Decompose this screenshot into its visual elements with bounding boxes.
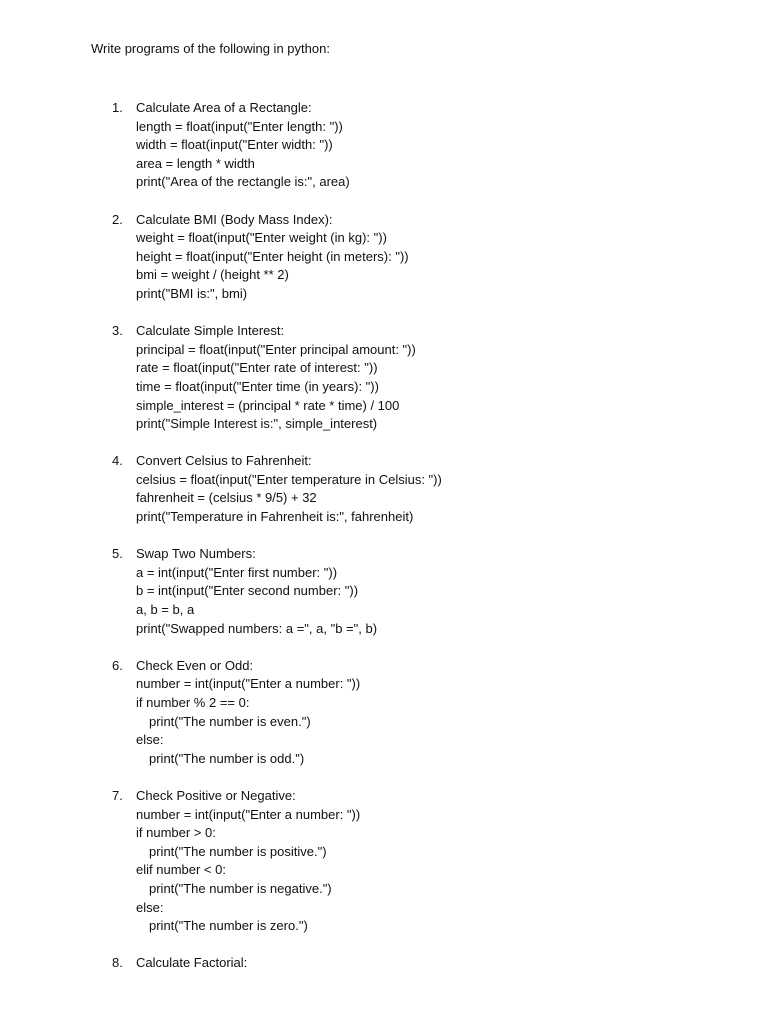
code-line: if number > 0: xyxy=(136,825,216,841)
code-line: rate = float(input("Enter rate of interest: ")) xyxy=(136,360,378,376)
list-item-body xyxy=(136,787,768,936)
program-list xyxy=(0,99,768,992)
list-item-title: Calculate Simple Interest: xyxy=(136,323,285,339)
list-item xyxy=(0,954,768,973)
list-item xyxy=(0,545,768,638)
list-item xyxy=(0,657,768,769)
code-line: width = float(input("Enter width: ")) xyxy=(136,137,333,153)
code-line: number = int(input("Enter a number: ")) xyxy=(136,676,361,692)
list-item-body xyxy=(136,99,768,192)
list-item-title: Calculate Factorial: xyxy=(136,955,248,971)
list-item xyxy=(0,322,768,434)
code-line: length = float(input("Enter length: ")) xyxy=(136,118,343,134)
code-line: b = int(input("Enter second number: ")) xyxy=(136,583,359,599)
code-line: print("The number is zero.") xyxy=(149,918,308,934)
list-item xyxy=(0,211,768,304)
list-item-body xyxy=(136,322,768,434)
list-item-title: Check Even or Odd: xyxy=(136,657,254,673)
code-line: height = float(input("Enter height (in meters): ")) xyxy=(136,248,409,264)
list-item-number: 4. xyxy=(112,453,123,469)
code-line: area = length * width xyxy=(136,155,255,171)
code-line: number = int(input("Enter a number: ")) xyxy=(136,806,361,822)
list-item-title: Calculate BMI (Body Mass Index): xyxy=(136,211,333,227)
list-item-title: Check Positive or Negative: xyxy=(136,787,296,803)
list-item-body xyxy=(136,954,768,973)
code-line: print("BMI is:", bmi) xyxy=(136,285,248,301)
list-item-number: 6. xyxy=(112,657,123,673)
code-line: print("The number is negative.") xyxy=(149,880,332,896)
list-item-number: 7. xyxy=(112,787,123,803)
code-line: celsius = float(input("Enter temperature in Celsius: ")) xyxy=(136,471,442,487)
list-item-number: 3. xyxy=(112,323,123,339)
document-heading: Write programs of the following in python: xyxy=(91,41,330,56)
list-item-number: 5. xyxy=(112,546,123,562)
list-item-title: Calculate Area of a Rectangle: xyxy=(136,100,312,115)
code-line: if number % 2 == 0: xyxy=(136,695,250,710)
code-line: a = int(input("Enter first number: ")) xyxy=(136,564,338,580)
list-item-title: Swap Two Numbers: xyxy=(136,546,256,562)
list-item-number: 8. xyxy=(112,955,123,971)
code-line: print("The number is even.") xyxy=(149,713,311,729)
code-line: time = float(input("Enter time (in years): ")) xyxy=(136,378,379,394)
code-line: print("Swapped numbers: a =", a, "b =", b) xyxy=(136,620,378,636)
list-item-body xyxy=(136,211,768,304)
code-line: fahrenheit = (celsius * 9/5) + 32 xyxy=(136,490,317,506)
list-item-body xyxy=(136,452,768,526)
code-line: a, b = b, a xyxy=(136,602,195,618)
list-item-body xyxy=(136,545,768,638)
code-line: print("Temperature in Fahrenheit is:", fahrenheit) xyxy=(136,509,414,525)
list-item-number: 2. xyxy=(112,211,123,227)
code-line: simple_interest = (principal * rate * time) / 100 xyxy=(136,397,400,413)
code-line: principal = float(input("Enter principal amount: ")) xyxy=(136,341,416,357)
code-line: elif number < 0: xyxy=(136,862,226,878)
code-line: else: xyxy=(136,899,164,915)
code-line: else: xyxy=(136,732,164,748)
list-item xyxy=(0,787,768,936)
code-line: print("Area of the rectangle is:", area) xyxy=(136,174,350,190)
code-line: print("The number is odd.") xyxy=(149,750,305,766)
code-line: print("Simple Interest is:", simple_interest) xyxy=(136,416,378,432)
code-line: bmi = weight / (height ** 2) xyxy=(136,267,289,283)
code-line: weight = float(input("Enter weight (in kg): ")) xyxy=(136,230,387,246)
code-line: print("The number is positive.") xyxy=(149,843,327,859)
list-item xyxy=(0,99,768,192)
list-item-body xyxy=(136,657,768,769)
list-item-title: Convert Celsius to Fahrenheit: xyxy=(136,453,312,469)
list-item-number: 1. xyxy=(112,100,123,115)
list-item xyxy=(0,452,768,526)
